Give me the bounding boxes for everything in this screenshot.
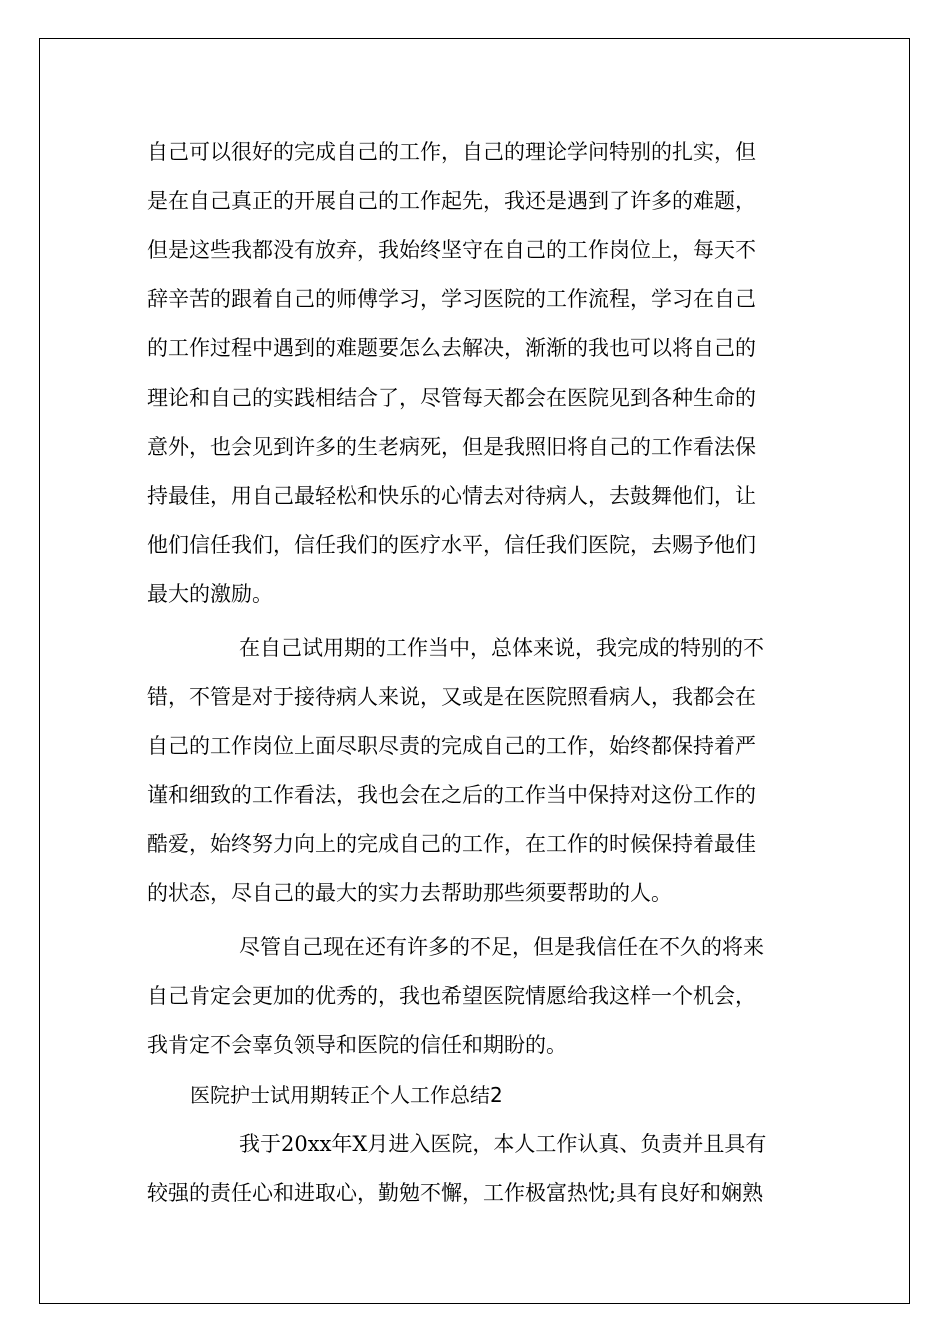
text-line: 持最佳，用自己最轻松和快乐的心情去对待病人，去鼓舞他们，让 — [147, 484, 756, 508]
text-line: 是在自己真正的开展自己的工作起先，我还是遇到了许多的难题， — [147, 189, 756, 213]
text-line: 辞辛苦的跟着自己的师傅学习，学习医院的工作流程，学习在自己 — [147, 287, 756, 311]
section-heading: 医院护士试用期转正个人工作总结2 — [190, 1083, 503, 1107]
text-line: 错，不管是对于接待病人来说，又或是在医院照看病人，我都会在 — [147, 685, 756, 709]
text-line: 理论和自己的实践相结合了，尽管每天都会在医院见到各种生命的 — [147, 386, 756, 410]
text-line: 但是这些我都没有放弃，我始终坚守在自己的工作岗位上，每天不 — [147, 238, 756, 262]
text-line: 自己的工作岗位上面尽职尽责的完成自己的工作，始终都保持着严 — [147, 734, 756, 758]
text-line: 他们信任我们，信任我们的医疗水平，信任我们医院，去赐予他们 — [147, 533, 756, 557]
text-line: 自己肯定会更加的优秀的，我也希望医院情愿给我这样一个机会， — [147, 984, 756, 1008]
text-line: 尽管自己现在还有许多的不足，但是我信任在不久的将来 — [239, 935, 764, 959]
text-line: 谨和细致的工作看法，我也会在之后的工作当中保持对这份工作的 — [147, 783, 756, 807]
text-line: 我肯定不会辜负领导和医院的信任和期盼的。 — [147, 1033, 567, 1057]
text-line: 在自己试用期的工作当中，总体来说，我完成的特别的不 — [239, 636, 764, 660]
text-line: 最大的激励。 — [147, 582, 273, 606]
text-line: 意外，也会见到许多的生老病死，但是我照旧将自己的工作看法保 — [147, 435, 756, 459]
text-line: 较强的责任心和进取心，勤勉不懈，工作极富热忱;具有良好和娴熟 — [147, 1181, 764, 1205]
text-line: 酷爱，始终努力向上的完成自己的工作，在工作的时候保持着最佳 — [147, 832, 756, 856]
text-line: 的工作过程中遇到的难题要怎么去解决，渐渐的我也可以将自己的 — [147, 336, 756, 360]
text-line: 的状态，尽自己的最大的实力去帮助那些须要帮助的人。 — [147, 881, 672, 905]
text-line: 自己可以很好的完成自己的工作，自己的理论学问特别的扎实，但 — [147, 140, 756, 164]
text-line: 我于20xx年X月进入医院，本人工作认真、负责并且具有 — [239, 1132, 767, 1156]
page-border — [39, 38, 910, 1304]
